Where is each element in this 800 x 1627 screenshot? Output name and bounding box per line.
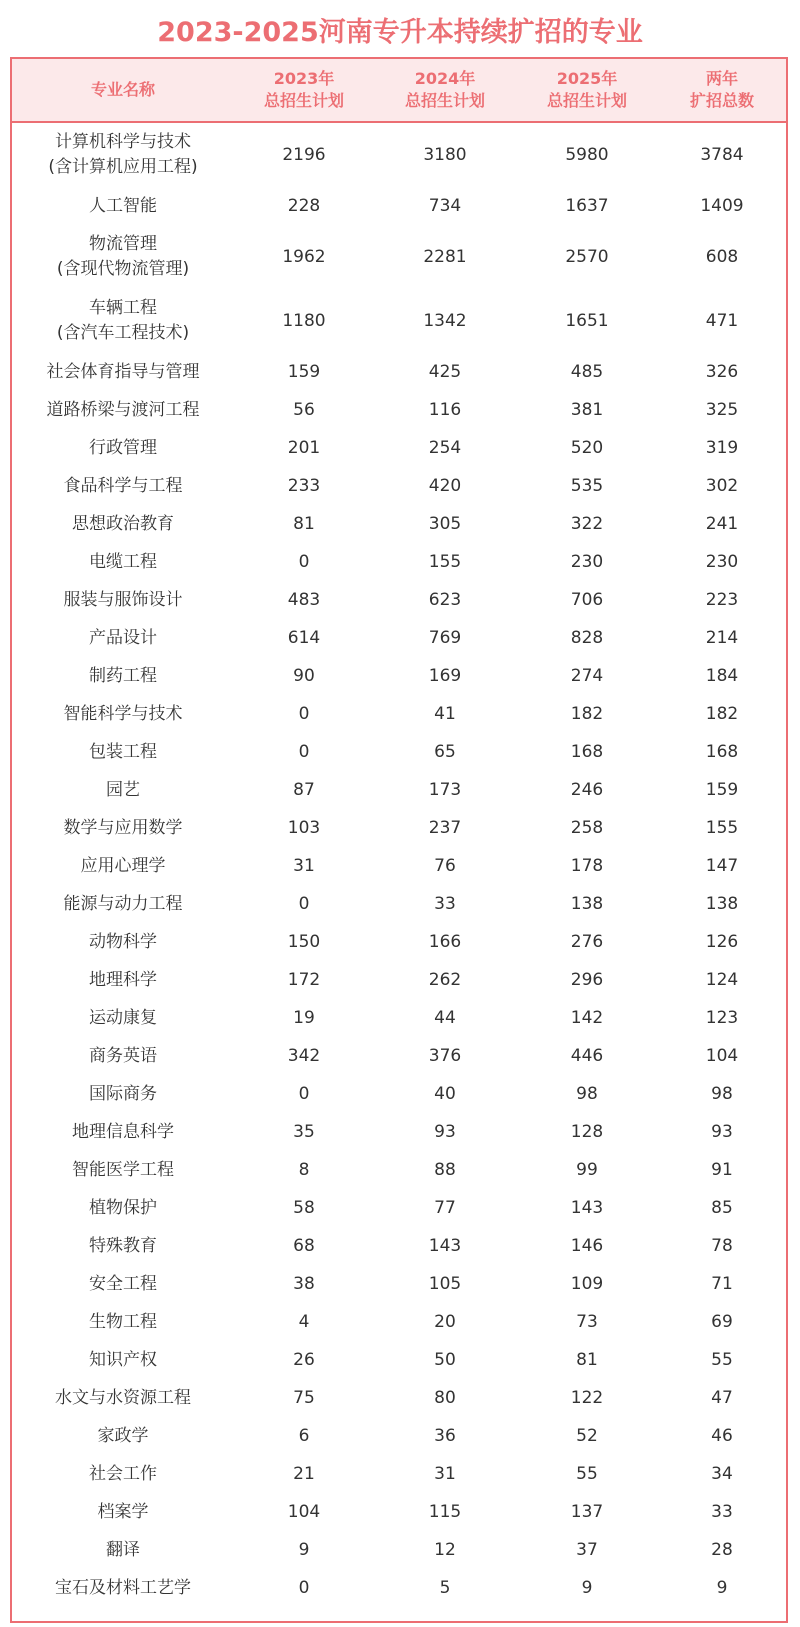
cell-major-name: 国际商务 — [89, 1083, 157, 1104]
cell-2023-plan: 0 — [298, 741, 310, 762]
cell-two-year-expansion: 33 — [711, 1501, 733, 1522]
table-row — [12, 467, 786, 505]
cell-major-name: 知识产权 — [89, 1349, 157, 1370]
table-row — [12, 1493, 786, 1531]
table-row — [12, 1227, 786, 1265]
table-row — [12, 1037, 786, 1075]
cell-two-year-expansion: 28 — [711, 1539, 733, 1560]
cell-two-year-expansion: 47 — [711, 1387, 733, 1408]
cell-major-name: 翻译 — [106, 1539, 140, 1560]
cell-2024-plan: 20 — [434, 1311, 456, 1332]
cell-2023-plan: 81 — [293, 513, 315, 534]
cell-major-name: 水文与水资源工程 — [55, 1387, 191, 1408]
cell-2023-plan: 172 — [287, 969, 321, 990]
cell-2024-plan: 305 — [428, 513, 462, 534]
cell-2023-plan: 233 — [287, 475, 321, 496]
cell-major-name: 园艺 — [106, 779, 140, 800]
table-row — [12, 809, 786, 847]
cell-2023-plan: 21 — [293, 1463, 315, 1484]
table-row — [12, 1379, 786, 1417]
cell-2023-plan: 19 — [293, 1007, 315, 1028]
cell-two-year-expansion: 471 — [705, 310, 739, 331]
header-two-year-expansion: 两年 扩招总数 — [689, 69, 754, 110]
cell-2025-plan: 274 — [570, 665, 604, 686]
table-row — [12, 581, 786, 619]
cell-2024-plan: 2281 — [423, 246, 467, 267]
cell-2025-plan: 73 — [576, 1311, 598, 1332]
table-row — [12, 353, 786, 391]
cell-2024-plan: 36 — [434, 1425, 456, 1446]
table-row — [12, 999, 786, 1037]
cell-two-year-expansion: 326 — [705, 361, 739, 382]
cell-2023-plan: 4 — [298, 1311, 310, 1332]
cell-major-name: 服装与服饰设计 — [63, 589, 183, 610]
cell-2024-plan: 12 — [434, 1539, 456, 1560]
cell-2024-plan: 115 — [428, 1501, 462, 1522]
cell-two-year-expansion: 85 — [711, 1197, 733, 1218]
cell-two-year-expansion: 78 — [711, 1235, 733, 1256]
cell-2025-plan: 296 — [570, 969, 604, 990]
cell-2023-plan: 31 — [293, 855, 315, 876]
table-row — [12, 1569, 786, 1607]
cell-two-year-expansion: 159 — [705, 779, 739, 800]
cell-2023-plan: 1962 — [282, 246, 326, 267]
cell-2025-plan: 52 — [576, 1425, 598, 1446]
cell-2024-plan: 1342 — [423, 310, 467, 331]
cell-2024-plan: 40 — [434, 1083, 456, 1104]
cell-major-name: 包装工程 — [89, 741, 157, 762]
cell-2023-plan: 159 — [287, 361, 321, 382]
header-2023-plan: 2023年 总招生计划 — [263, 69, 344, 110]
cell-major-name: 人工智能 — [89, 195, 157, 216]
cell-2023-plan: 483 — [287, 589, 321, 610]
cell-2025-plan: 828 — [570, 627, 604, 648]
table-row — [12, 1265, 786, 1303]
cell-major-name: 道路桥梁与渡河工程 — [46, 399, 200, 420]
cell-major-name: 安全工程 — [89, 1273, 157, 1294]
cell-2023-plan: 0 — [298, 1577, 310, 1598]
cell-two-year-expansion: 147 — [705, 855, 739, 876]
header-major-name: 专业名称 — [90, 80, 155, 99]
table-row — [12, 847, 786, 885]
cell-2024-plan: 237 — [428, 817, 462, 838]
cell-2025-plan: 138 — [570, 893, 604, 914]
cell-major-name: 运动康复 — [89, 1007, 157, 1028]
cell-two-year-expansion: 34 — [711, 1463, 733, 1484]
cell-two-year-expansion: 69 — [711, 1311, 733, 1332]
cell-major-name: 地理信息科学 — [72, 1121, 174, 1142]
cell-2025-plan: 122 — [570, 1387, 604, 1408]
cell-2025-plan: 5980 — [565, 144, 609, 165]
cell-2025-plan: 143 — [570, 1197, 604, 1218]
cell-major-name: 动物科学 — [89, 931, 157, 952]
cell-two-year-expansion: 98 — [711, 1083, 733, 1104]
cell-two-year-expansion: 214 — [705, 627, 739, 648]
cell-2024-plan: 425 — [428, 361, 462, 382]
cell-2024-plan: 5 — [439, 1577, 451, 1598]
cell-2024-plan: 116 — [428, 399, 462, 420]
cell-2025-plan: 258 — [570, 817, 604, 838]
header-2025-plan: 2025年 总招生计划 — [546, 69, 627, 110]
cell-major-name: 植物保护 — [89, 1197, 157, 1218]
cell-two-year-expansion: 155 — [705, 817, 739, 838]
cell-2023-plan: 6 — [298, 1425, 310, 1446]
cell-2025-plan: 178 — [570, 855, 604, 876]
table-row — [12, 619, 786, 657]
cell-2023-plan: 56 — [293, 399, 315, 420]
cell-2023-plan: 68 — [293, 1235, 315, 1256]
cell-2025-plan: 137 — [570, 1501, 604, 1522]
cell-2025-plan: 109 — [570, 1273, 604, 1294]
cell-major-name: 档案学 — [97, 1501, 149, 1522]
cell-2023-plan: 103 — [287, 817, 321, 838]
cell-2023-plan: 90 — [293, 665, 315, 686]
cell-two-year-expansion: 608 — [705, 246, 739, 267]
cell-2025-plan: 142 — [570, 1007, 604, 1028]
cell-2025-plan: 98 — [576, 1083, 598, 1104]
table-row — [12, 1417, 786, 1455]
cell-two-year-expansion: 93 — [711, 1121, 733, 1142]
cell-two-year-expansion: 46 — [711, 1425, 733, 1446]
table-row — [12, 1075, 786, 1113]
table-row — [12, 289, 786, 353]
cell-two-year-expansion: 168 — [705, 741, 739, 762]
cell-2025-plan: 446 — [570, 1045, 604, 1066]
cell-major-name: 物流管理 (含现代物流管理) — [56, 234, 190, 279]
cell-two-year-expansion: 55 — [711, 1349, 733, 1370]
table-row — [12, 961, 786, 999]
cell-2025-plan: 230 — [570, 551, 604, 572]
cell-2024-plan: 262 — [428, 969, 462, 990]
cell-two-year-expansion: 3784 — [700, 144, 744, 165]
cell-two-year-expansion: 241 — [705, 513, 739, 534]
cell-2024-plan: 41 — [434, 703, 456, 724]
cell-2025-plan: 322 — [570, 513, 604, 534]
table-row — [12, 1113, 786, 1151]
table-row — [12, 505, 786, 543]
cell-2023-plan: 201 — [287, 437, 321, 458]
cell-2024-plan: 734 — [428, 195, 462, 216]
cell-2024-plan: 143 — [428, 1235, 462, 1256]
cell-2023-plan: 87 — [293, 779, 315, 800]
cell-major-name: 应用心理学 — [80, 855, 166, 876]
cell-2025-plan: 246 — [570, 779, 604, 800]
cell-2025-plan: 99 — [576, 1159, 598, 1180]
cell-2023-plan: 38 — [293, 1273, 315, 1294]
cell-2025-plan: 81 — [576, 1349, 598, 1370]
cell-two-year-expansion: 1409 — [700, 195, 744, 216]
cell-major-name: 计算机科学与技术 (含计算机应用工程) — [48, 132, 198, 177]
cell-2024-plan: 65 — [434, 741, 456, 762]
table-body — [12, 123, 786, 1607]
table-row — [12, 1455, 786, 1493]
cell-two-year-expansion: 182 — [705, 703, 739, 724]
cell-2023-plan: 2196 — [282, 144, 326, 165]
cell-2023-plan: 26 — [293, 1349, 315, 1370]
cell-major-name: 生物工程 — [89, 1311, 157, 1332]
table-header — [12, 59, 786, 123]
page-title: 2023-2025河南专升本持续扩招的专业 — [157, 17, 643, 48]
cell-2023-plan: 0 — [298, 893, 310, 914]
table-row — [12, 657, 786, 695]
cell-major-name: 食品科学与工程 — [63, 475, 183, 496]
cell-2023-plan: 58 — [293, 1197, 315, 1218]
cell-2023-plan: 35 — [293, 1121, 315, 1142]
cell-2024-plan: 80 — [434, 1387, 456, 1408]
cell-2023-plan: 1180 — [282, 310, 326, 331]
cell-2025-plan: 146 — [570, 1235, 604, 1256]
header-2024-plan: 2024年 总招生计划 — [404, 69, 485, 110]
cell-2023-plan: 0 — [298, 1083, 310, 1104]
cell-2024-plan: 31 — [434, 1463, 456, 1484]
cell-major-name: 社会工作 — [89, 1463, 157, 1484]
cell-two-year-expansion: 104 — [705, 1045, 739, 1066]
cell-2023-plan: 342 — [287, 1045, 321, 1066]
cell-2024-plan: 376 — [428, 1045, 462, 1066]
table-row — [12, 1531, 786, 1569]
cell-2024-plan: 173 — [428, 779, 462, 800]
table-row — [12, 225, 786, 289]
cell-2024-plan: 769 — [428, 627, 462, 648]
cell-major-name: 行政管理 — [89, 437, 157, 458]
cell-2023-plan: 228 — [287, 195, 321, 216]
data-table — [10, 57, 788, 1623]
cell-2025-plan: 485 — [570, 361, 604, 382]
cell-two-year-expansion: 91 — [711, 1159, 733, 1180]
cell-major-name: 电缆工程 — [89, 551, 157, 572]
cell-2023-plan: 0 — [298, 551, 310, 572]
table-row — [12, 733, 786, 771]
cell-major-name: 车辆工程 (含汽车工程技术) — [56, 298, 190, 343]
table-row — [12, 1303, 786, 1341]
cell-two-year-expansion: 325 — [705, 399, 739, 420]
cell-2025-plan: 535 — [570, 475, 604, 496]
table-row — [12, 187, 786, 225]
cell-major-name: 商务英语 — [89, 1045, 157, 1066]
cell-two-year-expansion: 9 — [716, 1577, 728, 1598]
cell-2024-plan: 76 — [434, 855, 456, 876]
cell-two-year-expansion: 126 — [705, 931, 739, 952]
cell-2023-plan: 9 — [298, 1539, 310, 1560]
cell-two-year-expansion: 319 — [705, 437, 739, 458]
cell-two-year-expansion: 124 — [705, 969, 739, 990]
cell-2024-plan: 420 — [428, 475, 462, 496]
table-row — [12, 391, 786, 429]
cell-2023-plan: 0 — [298, 703, 310, 724]
cell-2024-plan: 623 — [428, 589, 462, 610]
cell-two-year-expansion: 223 — [705, 589, 739, 610]
cell-major-name: 宝石及材料工艺学 — [55, 1577, 191, 1598]
cell-2025-plan: 168 — [570, 741, 604, 762]
cell-major-name: 制药工程 — [89, 665, 157, 686]
cell-major-name: 智能科学与技术 — [63, 703, 183, 724]
table-row — [12, 429, 786, 467]
table-row — [12, 695, 786, 733]
cell-major-name: 能源与动力工程 — [63, 893, 183, 914]
cell-2023-plan: 8 — [298, 1159, 310, 1180]
cell-2024-plan: 93 — [434, 1121, 456, 1142]
cell-2023-plan: 104 — [287, 1501, 321, 1522]
table-row — [12, 771, 786, 809]
cell-2024-plan: 44 — [434, 1007, 456, 1028]
cell-two-year-expansion: 123 — [705, 1007, 739, 1028]
cell-major-name: 产品设计 — [89, 627, 157, 648]
cell-2024-plan: 166 — [428, 931, 462, 952]
cell-2023-plan: 614 — [287, 627, 321, 648]
cell-major-name: 地理科学 — [89, 969, 157, 990]
cell-2024-plan: 105 — [428, 1273, 462, 1294]
cell-major-name: 家政学 — [97, 1425, 149, 1446]
cell-two-year-expansion: 138 — [705, 893, 739, 914]
cell-2025-plan: 128 — [570, 1121, 604, 1142]
cell-2025-plan: 276 — [570, 931, 604, 952]
table-row — [12, 1189, 786, 1227]
cell-2025-plan: 182 — [570, 703, 604, 724]
cell-2024-plan: 77 — [434, 1197, 456, 1218]
cell-2024-plan: 50 — [434, 1349, 456, 1370]
cell-two-year-expansion: 302 — [705, 475, 739, 496]
cell-major-name: 智能医学工程 — [72, 1159, 174, 1180]
cell-2025-plan: 1651 — [565, 310, 609, 331]
cell-2025-plan: 381 — [570, 399, 604, 420]
cell-2024-plan: 155 — [428, 551, 462, 572]
cell-2024-plan: 33 — [434, 893, 456, 914]
cell-2025-plan: 706 — [570, 589, 604, 610]
cell-2025-plan: 9 — [581, 1577, 593, 1598]
cell-2025-plan: 520 — [570, 437, 604, 458]
table-row — [12, 1151, 786, 1189]
cell-two-year-expansion: 71 — [711, 1273, 733, 1294]
cell-2025-plan: 2570 — [565, 246, 609, 267]
cell-2023-plan: 150 — [287, 931, 321, 952]
cell-major-name: 特殊教育 — [89, 1235, 157, 1256]
cell-major-name: 思想政治教育 — [72, 513, 174, 534]
table-row — [12, 123, 786, 187]
cell-major-name: 数学与应用数学 — [63, 817, 183, 838]
table-row — [12, 923, 786, 961]
cell-2024-plan: 169 — [428, 665, 462, 686]
table-row — [12, 885, 786, 923]
cell-2024-plan: 254 — [428, 437, 462, 458]
cell-2023-plan: 75 — [293, 1387, 315, 1408]
cell-2024-plan: 88 — [434, 1159, 456, 1180]
table-row — [12, 1341, 786, 1379]
cell-2025-plan: 37 — [576, 1539, 598, 1560]
cell-2024-plan: 3180 — [423, 144, 467, 165]
cell-major-name: 社会体育指导与管理 — [46, 361, 200, 382]
table-row — [12, 543, 786, 581]
cell-2025-plan: 1637 — [565, 195, 609, 216]
cell-two-year-expansion: 230 — [705, 551, 739, 572]
cell-2025-plan: 55 — [576, 1463, 598, 1484]
cell-two-year-expansion: 184 — [705, 665, 739, 686]
